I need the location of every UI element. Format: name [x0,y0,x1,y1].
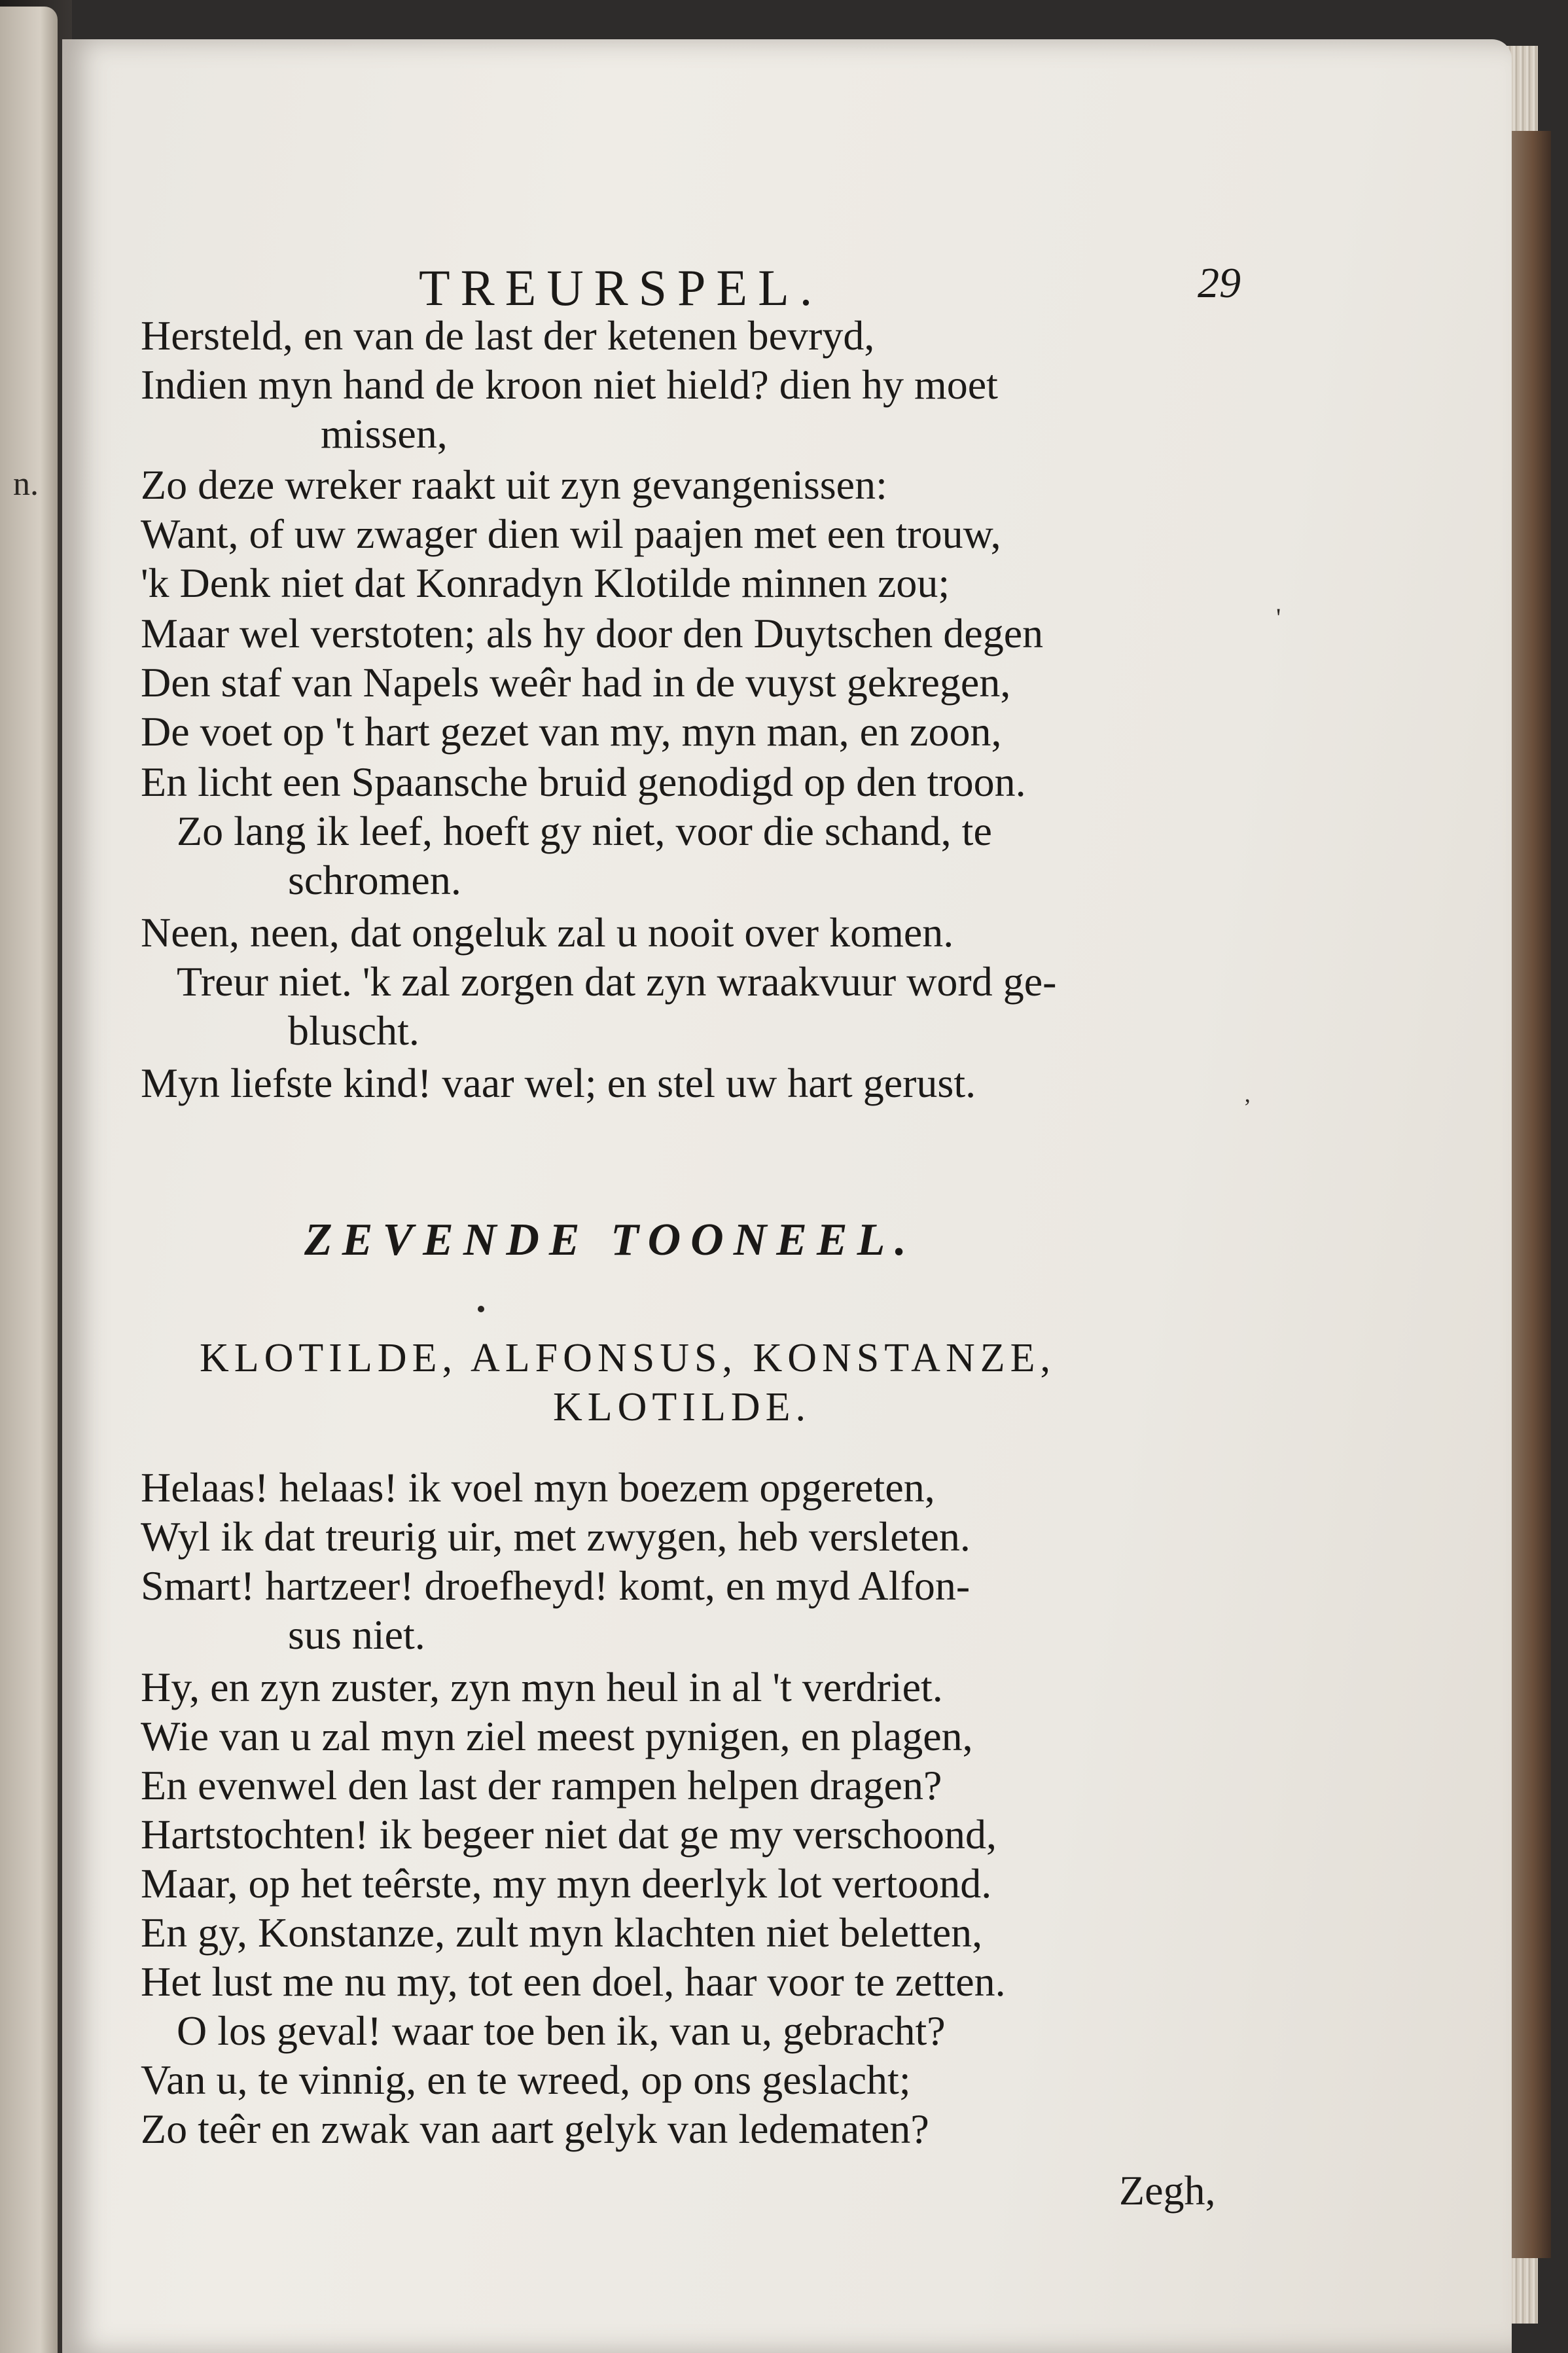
verse-line: Hersteld, en van de last der ketenen bevryd, [141,312,875,359]
catchword: Zegh, [1119,2167,1216,2214]
speaker-name: KLOTILDE. [553,1385,811,1429]
verse-line: O los geval! waar toe ben ik, van u, gebracht? [177,2007,946,2054]
verse-line: Zo teêr en zwak van aart gelyk van ledematen? [141,2106,929,2152]
verse-line: Zo lang ik leef, hoeft gy niet, voor die schand, te [177,808,992,854]
binding-edge-shadow [1505,131,1551,2258]
verse-line: Het lust me nu my, tot een doel, haar voor te zetten. [141,1958,1006,2005]
verse-line: Maar wel verstoten; als hy door den Duytschen degen [141,610,1044,656]
verse-line: Treur niet. 'k zal zorgen dat zyn wraakvuur word ge- [177,958,1057,1005]
verse-line: Neen, neen, dat ongeluk zal u nooit over komen. [141,909,954,956]
left-page-text-fragment: n. [13,465,39,503]
verse-line-continuation: bluscht. [288,1007,419,1054]
cast-list: KLOTILDE, ALFONSUS, KONSTANZE, [200,1336,1056,1380]
verse-line: 'k Denk niet dat Konradyn Klotilde minnen zou; [141,560,950,606]
verse-line-continuation: sus niet. [288,1611,425,1658]
book-page [62,39,1512,2353]
verse-line: Wie van u zal myn ziel meest pynigen, en plagen, [141,1713,973,1759]
scene-title: ZEVENDE TOONEEL. [304,1215,916,1265]
verse-line: En gy, Konstanze, zult myn klachten niet beletten, [141,1909,983,1956]
verse-line: Hartstochten! ik begeer niet dat ge my verschoond, [141,1811,997,1858]
verse-line: Zo deze wreker raakt uit zyn gevangenissen: [141,461,887,508]
verse-line: En licht een Spaansche bruid genodigd op den troon. [141,759,1026,805]
verse-line: En evenwel den last der rampen helpen dragen? [141,1762,942,1808]
verse-line: Hy, en zyn zuster, zyn myn heul in al 't verdriet. [141,1664,943,1710]
verse-line: Den staf van Napels weêr had in de vuyst gekregen, [141,659,1011,706]
margin-mark: ' [1276,603,1281,632]
verse-line: Helaas! helaas! ik voel myn boezem opgereten, [141,1464,935,1511]
verse-line-continuation: schromen. [288,857,461,903]
verse-line: Want, of uw zwager dien wil paajen met een trouw, [141,511,1001,557]
left-page-edge [0,7,58,2353]
verse-line: Van u, te vinnig, en te wreed, op ons geslacht; [141,2057,911,2103]
verse-line: Wyl ik dat treurig uir, met zwygen, heb versleten. [141,1513,971,1560]
margin-mark: ‚ [1243,1081,1251,1107]
ink-dot [478,1306,484,1312]
verse-line: De voet op 't hart gezet van my, myn man, en zoon, [141,708,1002,755]
verse-line-continuation: missen, [321,410,448,457]
page-number: 29 [1198,259,1241,307]
verse-line: Myn liefste kind! vaar wel; en stel uw hart gerust. [141,1060,976,1106]
running-title: TREURSPEL. [419,259,823,316]
verse-line: Smart! hartzeer! droefheyd! komt, en myd Alfon- [141,1562,971,1609]
verse-line: Indien myn hand de kroon niet hield? dien hy moet [141,361,998,408]
verse-line: Maar, op het teêrste, my myn deerlyk lot vertoond. [141,1860,992,1907]
